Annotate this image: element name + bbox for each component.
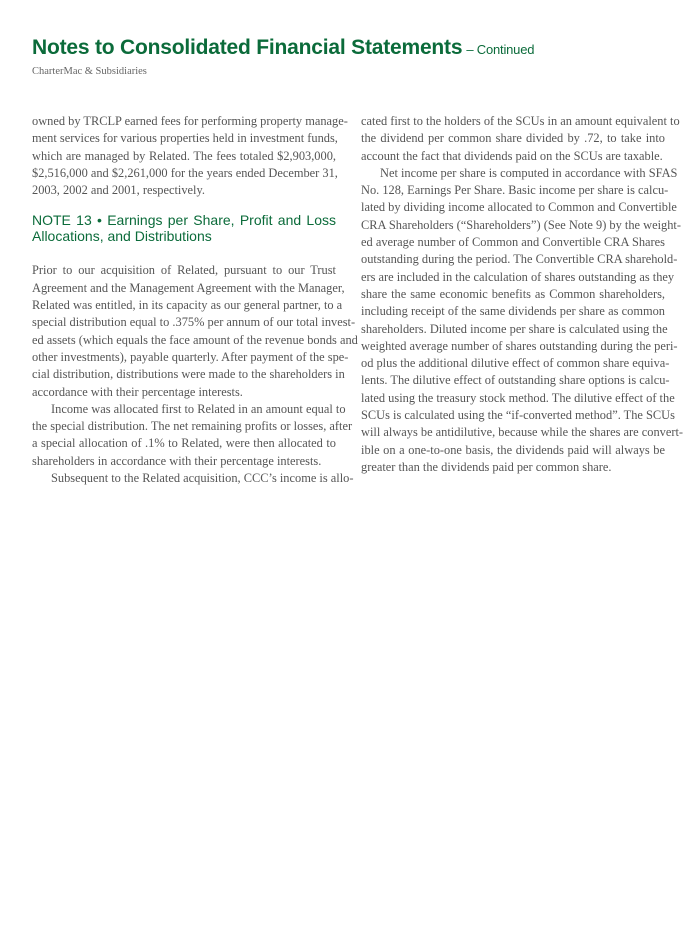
text-line: $2,516,000 and $2,261,000 for the years ended December 31,: [32, 165, 338, 180]
text-line: lents. The dilutive effect of outstanding share options is calcu-: [361, 373, 670, 388]
text-line: weighted average number of shares outstanding during the peri-: [361, 338, 678, 353]
paragraph: [32, 113, 348, 199]
text-line: the dividend per common share divided by .72, to take into: [361, 131, 665, 146]
text-line: which are managed by Related. The fees totaled $2,903,000,: [32, 148, 336, 163]
text-line: the special distribution. The net remaining profits or losses, after: [32, 419, 353, 434]
text-line: Net income per share is computed in accordance with SFAS: [380, 165, 678, 180]
paragraph: [32, 262, 358, 400]
text-line: a special allocation of .1% to Related, were then allocated to: [32, 436, 336, 451]
text-line: lated by dividing income allocated to Common and Convertible: [361, 200, 677, 215]
text-line: Income was allocated first to Related in an amount equal to: [51, 401, 346, 416]
text-line: shareholders. Diluted income per share is calculated using the: [361, 321, 668, 336]
text-line: outstanding during the period. The Convertible CRA sharehold-: [361, 252, 678, 267]
text-line: Subsequent to the Related acquisition, CCC’s income is allo-: [51, 471, 354, 486]
text-line: ment services for various properties held in investment funds,: [32, 131, 338, 146]
heading-line: NOTE 13 • Earnings per Share, Profit and Loss: [32, 212, 336, 229]
text-line: account the fact that dividends paid on the SCUs are taxable.: [361, 148, 663, 163]
text-line: CRA Shareholders (“Shareholders”) (See Note 9) by the weight-: [361, 217, 682, 232]
text-line: cial distribution, distributions were made to the shareholders in: [32, 367, 345, 382]
heading-line: Allocations, and Distributions: [32, 228, 212, 245]
right-column: [361, 113, 684, 476]
section-heading: [32, 212, 336, 244]
paragraph: [32, 470, 354, 487]
text-line: other investments), payable quarterly. After payment of the spe-: [32, 349, 349, 364]
text-line: owned by TRCLP earned fees for performing property manage-: [32, 114, 348, 128]
text-line: ible on a one-to-one basis, the dividends paid will always be: [361, 442, 665, 457]
text-line: Related was entitled, in its capacity as our general partner, to a: [32, 298, 343, 313]
paragraph: [361, 165, 684, 476]
text-line: cated first to the holders of the SCUs in an amount equivalent to: [361, 114, 680, 128]
text-line: greater than the dividends paid per common share.: [361, 459, 612, 474]
text-line: shareholders in accordance with their percentage interests.: [32, 453, 322, 468]
page-title-text: Notes to Consolidated Financial Statements: [32, 36, 463, 59]
text-line: 2003, 2002 and 2001, respectively.: [32, 183, 205, 198]
text-line: SCUs is calculated using the “if-converted method”. The SCUs: [361, 408, 675, 423]
text-line: will always be antidilutive, because while the shares are convert-: [361, 425, 684, 440]
text-line: ed average number of Common and Convertible CRA Shares: [361, 235, 665, 250]
left-column: [32, 113, 358, 487]
text-line: No. 128, Earnings Per Share. Basic income per share is calcu-: [361, 183, 669, 198]
paragraph: [361, 113, 680, 165]
text-line: including receipt of the same dividends per share as common: [361, 304, 665, 319]
text-line: share the same economic benefits as Common shareholders,: [361, 286, 665, 301]
text-line: ed assets (which equals the face amount of the revenue bonds and: [32, 332, 358, 347]
text-line: ers are included in the calculation of shares outstanding as they: [361, 269, 675, 284]
text-line: accordance with their percentage interests.: [32, 384, 243, 399]
paragraph: [32, 401, 353, 470]
continued-label: – Continued: [466, 42, 535, 57]
text-line: Prior to our acquisition of Related, pursuant to our Trust: [32, 263, 336, 278]
text-line: Agreement and the Management Agreement with the Manager,: [32, 280, 345, 295]
company-subtitle: CharterMac & Subsidiaries: [32, 66, 147, 77]
text-line: od plus the additional dilutive effect of common share equiva-: [361, 356, 670, 371]
page-title: [32, 36, 534, 60]
text-line: lated using the treasury stock method. The dilutive effect of the: [361, 390, 675, 405]
text-line: special distribution equal to .375% per annum of our total invest-: [32, 315, 356, 330]
